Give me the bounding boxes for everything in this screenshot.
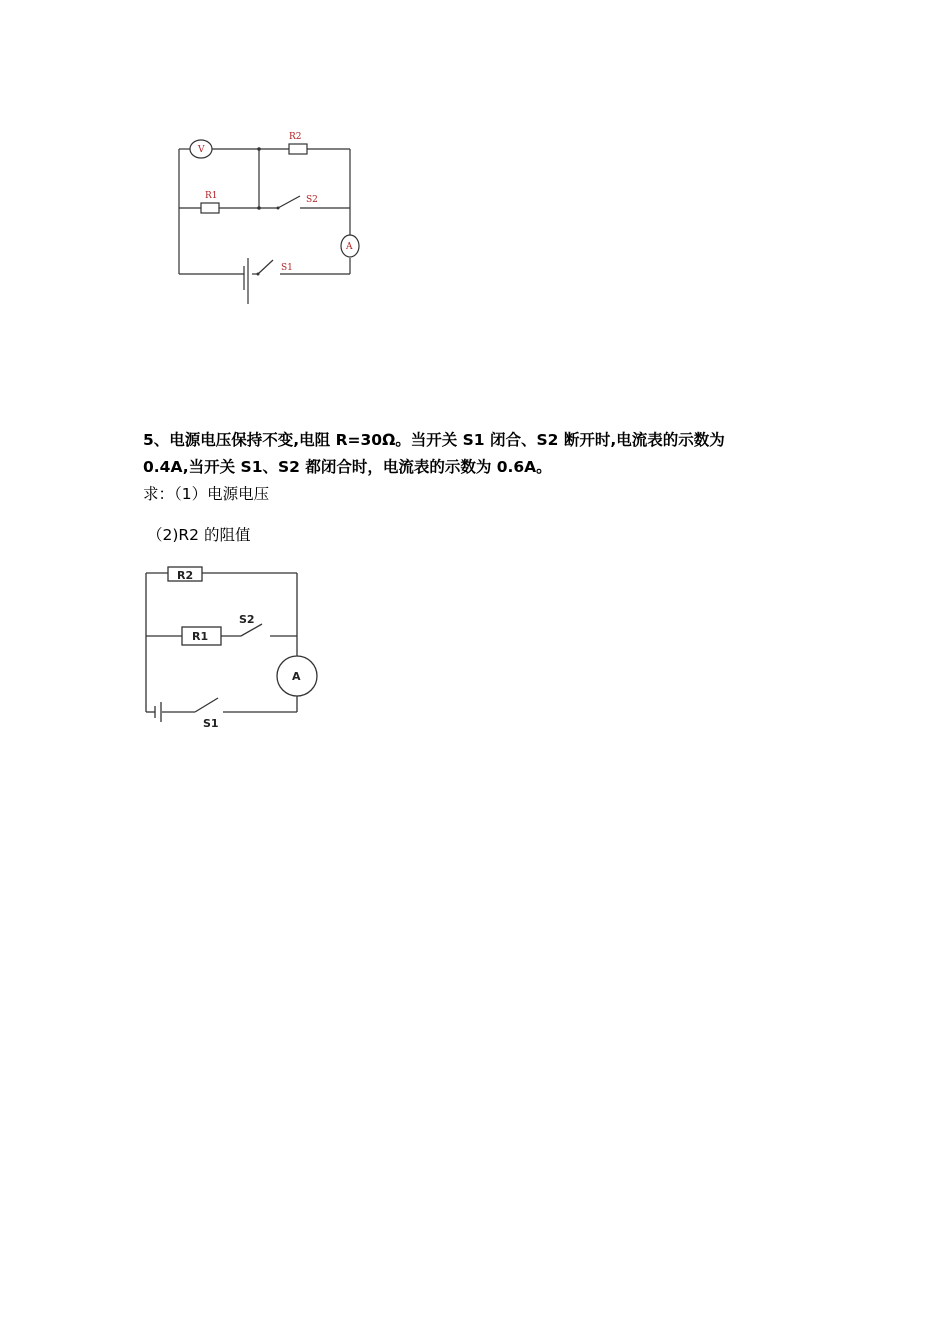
ammeter-label: A [292, 670, 301, 683]
ammeter-label: A [346, 242, 353, 252]
s2-label: S2 [239, 613, 255, 626]
r2-label: R2 [177, 569, 194, 582]
problem-statement-line-1: 5、电源电压保持不变,电阻 R=30Ω。当开关 S1 闭合、S2 断开时,电流表的示数为 [143, 431, 725, 449]
r1-label: R1 [205, 191, 218, 201]
problem-statement-line-2: 0.4A,当开关 S1、S2 都闭合时，电流表的示数为 0.6A。 [143, 458, 552, 476]
question-part-2: （2)R2 的阻值 [147, 526, 251, 544]
s1-label: S1 [203, 717, 219, 730]
circuit-diagram-bottom [135, 560, 335, 760]
s2-label: S2 [306, 195, 318, 205]
question-part-1: 求：（1）电源电压 [143, 485, 270, 503]
r2-label: R2 [289, 132, 302, 142]
s1-label: S1 [281, 263, 293, 273]
r1-label: R1 [192, 630, 209, 643]
voltmeter-label: V [198, 145, 205, 155]
circuit-diagram-top [160, 120, 380, 320]
